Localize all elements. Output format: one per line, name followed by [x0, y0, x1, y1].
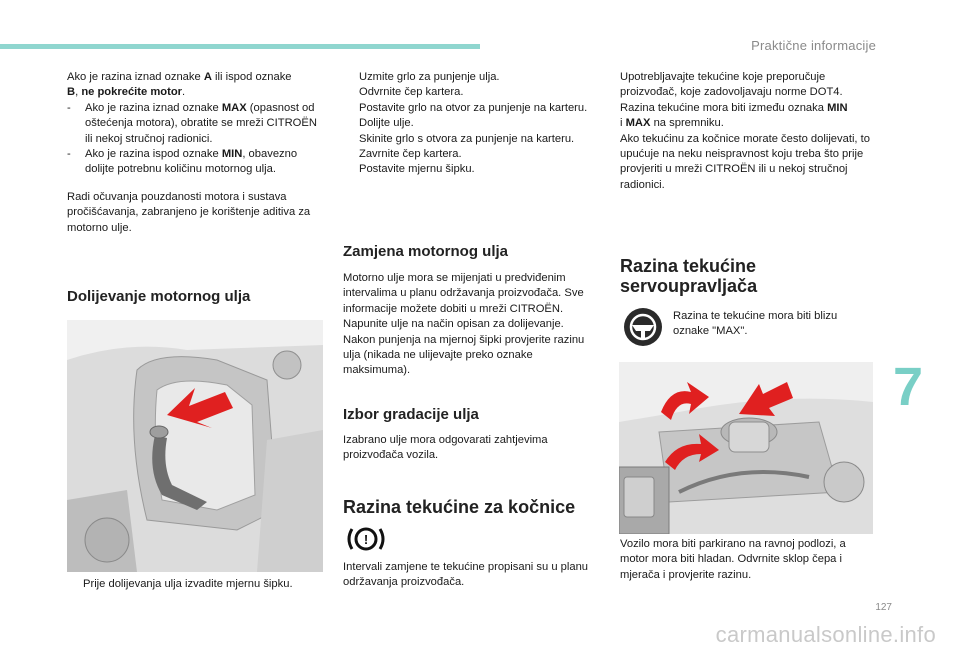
column-middle: [343, 70, 598, 178]
power-steering-level-text: Razina te tekućine mora biti blizu oznake "MAX".: [673, 310, 838, 338]
engine-oil-filler-photo: [67, 320, 323, 572]
oil-level-warning: Ako je razina iznad oznake A ili ispod oznake B, ne pokrećite motor.: [67, 71, 292, 99]
list-item: - Ako je razina ispod oznake MIN, obavezno dolijte potrebnu količinu motornog ulja.: [67, 148, 298, 176]
section-heading-oil-change: Zamjena motornog ulja: [343, 243, 509, 260]
list-item: - Ako je razina iznad oznake MAX (opasnost od oštećenja motora), obratite se mreži CITROËN ili nekoj stručnoj radionici.: [67, 101, 317, 145]
column-right: [620, 70, 880, 193]
brake-fluid-warning-text: Ako tekućinu za kočnice morate često dolijevati, to upućuje na neku neispravnost koju treba što prije provjeriti u mreži CITROËN ili u nekoj stručnoj radionici.: [620, 132, 870, 191]
reservoir-illustration: [619, 362, 873, 534]
oil-topping-steps: [343, 70, 598, 178]
oil-grade-text: Izabrano ulje mora odgovarati zahtjevima proizvođača vozila.: [343, 434, 548, 462]
steering-wheel-icon: [623, 307, 663, 347]
list-item: Postavite mjernu šipku.: [359, 163, 475, 176]
power-steering-check-caption: Vozilo mora biti parkirano na ravnoj podlozi, a motor mora biti hladan. Odvrnite sklop čepa i mjerača i provjerite razinu.: [620, 538, 846, 581]
list-item: Prije dolijevanja ulja izvadite mjernu šipku.: [83, 578, 293, 590]
list-item: Zavrnite čep kartera.: [359, 148, 462, 161]
section-heading-oil-grade: Izbor gradacije ulja: [343, 406, 479, 423]
brake-fluid-interval-text: Intervali zamjene te tekućine propisani su u planu održavanja proizvođača.: [343, 561, 589, 589]
section-heading-brake-fluid: Razina tekućine za kočnice: [343, 497, 576, 517]
column-left: [67, 70, 322, 236]
engine-illustration: [67, 320, 323, 572]
list-item: Uzmite grlo za punjenje ulja.: [359, 71, 500, 83]
additive-note: Radi očuvanja pouzdanosti motora i sustava pročišćavanja, zabranjeno je korištenje aditiva za motorno ulje.: [67, 190, 311, 234]
svg-text:!: !: [363, 532, 369, 547]
page-header-title: Praktične informacije: [751, 38, 876, 53]
header-accent-bar: [0, 44, 480, 49]
section-heading-topping-oil: Dolijevanje motornog ulja: [67, 288, 251, 305]
list-item: Postavite grlo na otvor za punjenje na karteru.: [359, 101, 588, 114]
chapter-number: 7: [893, 357, 924, 417]
watermark-logo: carmanualsonline.info: [715, 622, 936, 647]
list-item: Skinite grlo s otvora za punjenje na karteru.: [359, 132, 575, 145]
brake-warning-icon: [345, 522, 387, 556]
page-number: 127: [875, 602, 892, 613]
list-item: Odvrnite čep kartera.: [359, 86, 464, 99]
brake-fluid-spec-text: Upotrebljavajte tekućine koje preporučuje proizvođač, koje zadovoljavaju norme DOT4. Razina tekućine mora biti između oznaka MIN i MAX na spremniku.: [620, 71, 848, 130]
section-heading-power-steering: Razina tekućine servoupravljača: [620, 256, 758, 296]
oil-change-text: Motorno ulje mora se mijenjati u predviđenim intervalima u planu održavanja proizvođača. Sve informacije možete dobiti u mreži CITROËN. Napunite ulje na način opisan za dolijevanje. Nakon punjenja na mjernoj šipki provjerite razinu ulja (nikada ne ulijevajte preko oznake maksimuma).: [343, 272, 585, 377]
oil-level-list: [67, 101, 322, 178]
power-steering-reservoir-photo: [619, 362, 873, 534]
caption-list-left: [67, 577, 322, 592]
list-item: Dolijte ulje.: [359, 117, 414, 130]
